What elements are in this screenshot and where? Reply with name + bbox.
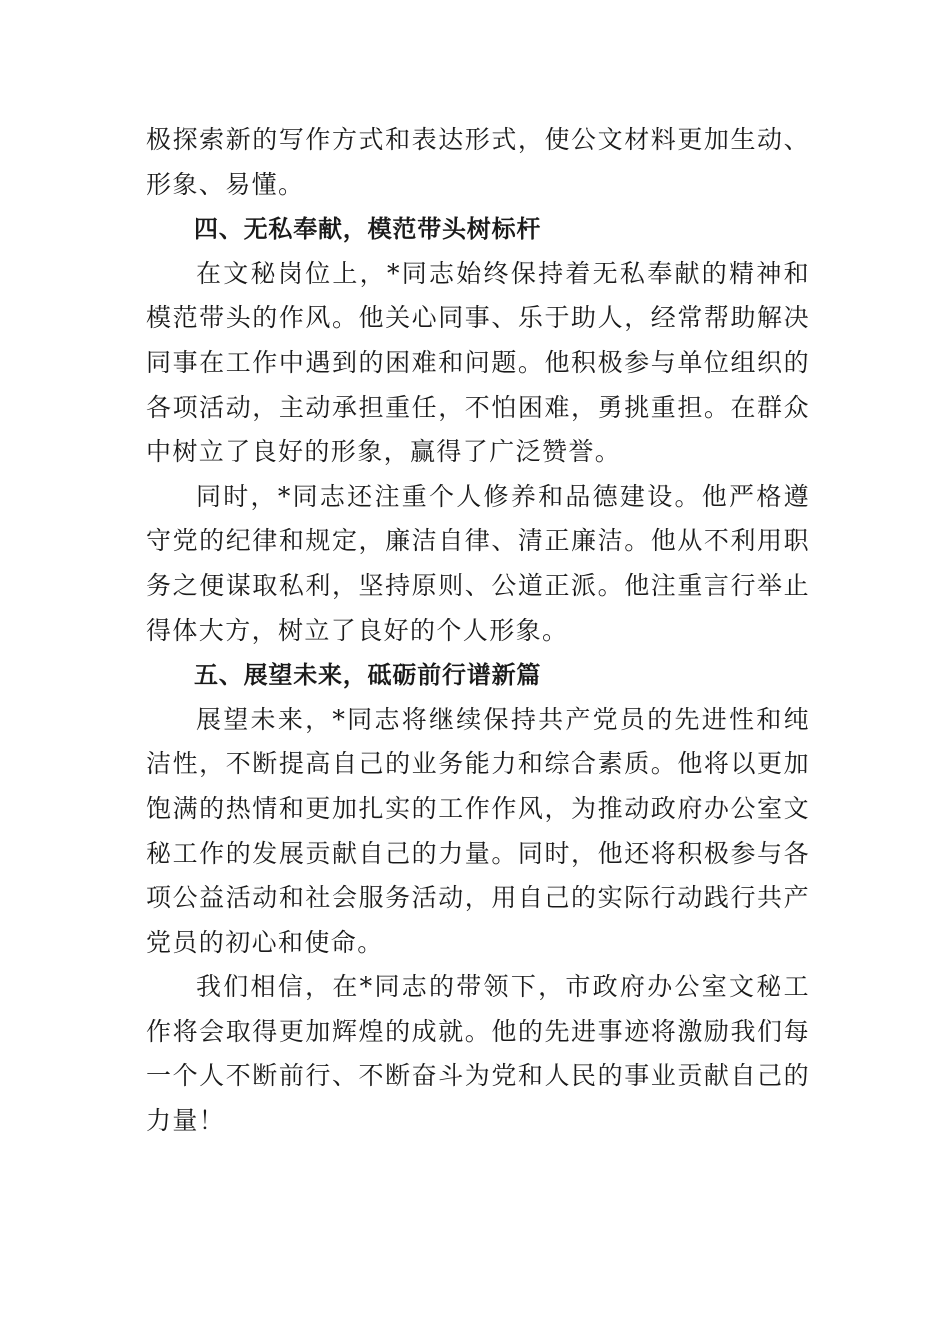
paragraph: 同时，*同志还注重个人修养和品德建设。他严格遵守党的纪律和规定，廉洁自律、清正廉洁。他从不利用职务之便谋取私利，坚持原则、公道正派。他注重言行举止得体大方，树立了良好的个人形象。	[146, 481, 810, 645]
section-heading-four: 四、无私奉献，模范带头树标杆	[194, 215, 542, 244]
paragraph: 在文秘岗位上，*同志始终保持着无私奉献的精神和模范带头的作风。他关心同事、乐于助人，经常帮助解决同事在工作中遇到的困难和问题。他积极参与单位组织的各项活动，主动承担重任，不怕困难，勇挑重担。在群众中树立了良好的形象，赢得了广泛赞誉。	[146, 258, 810, 467]
document-body	[146, 118, 810, 1144]
paragraph: 我们相信，在*同志的带领下，市政府办公室文秘工作将会取得更加辉煌的成就。他的先进事迹将激励我们每一个人不断前行、不断奋斗为党和人民的事业贡献自己的力量！	[146, 972, 810, 1136]
paragraph-continued: 极探索新的写作方式和表达形式，使公文材料更加生动、形象、易懂。	[146, 125, 810, 199]
paragraph: 展望未来，*同志将继续保持共产党员的先进性和纯洁性，不断提高自己的业务能力和综合素质。他将以更加饱满的热情和更加扎实的工作作风，为推动政府办公室文秘工作的发展贡献自己的力量。同时，他还将积极参与各项公益活动和社会服务活动，用自己的实际行动践行共产党员的初心和使命。	[146, 704, 810, 957]
section-heading-five: 五、展望未来，砥砺前行谱新篇	[194, 661, 542, 690]
